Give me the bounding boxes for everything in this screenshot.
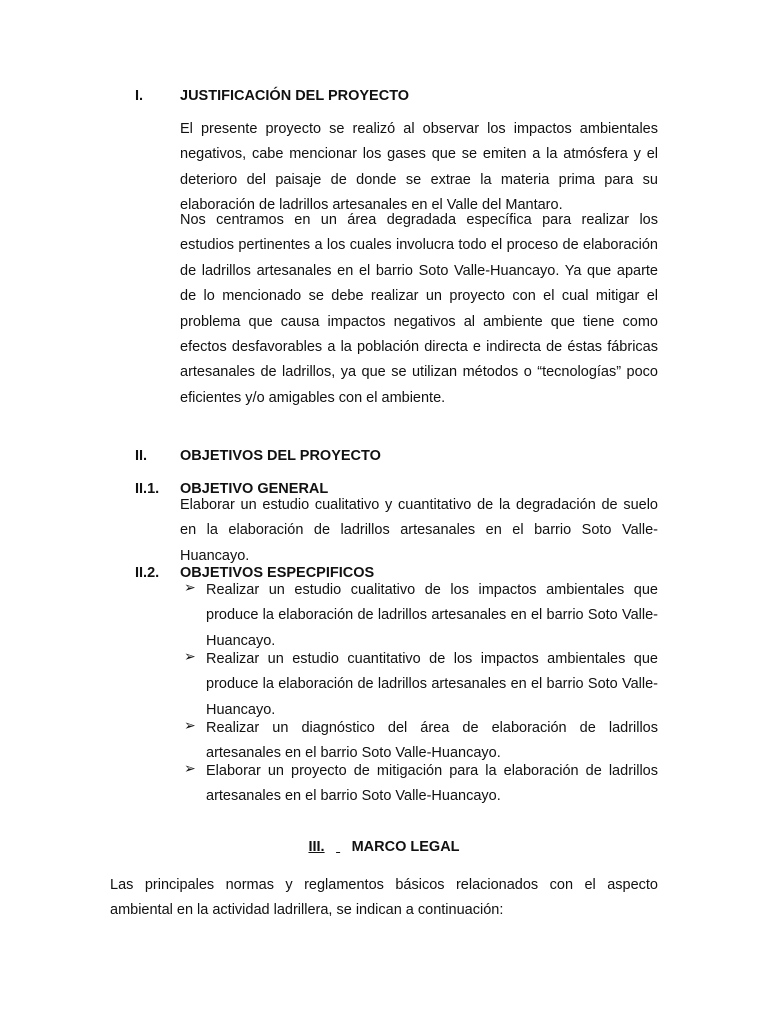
arrow-bullet-icon: ➢ bbox=[184, 648, 196, 664]
objective-item-text: Realizar un estudio cuantitativo de los impactos ambientales que produce la elaboración de ladrillos artesanales en el barrio Soto Valle-Huancayo. bbox=[206, 651, 658, 718]
section-1-paragraph-1: El presente proyecto se realizó al observar los impactos ambientales negativos, cabe mencionar los gases que se emiten a la atmósfera y el deterioro del paisaje de donde se extrae la materia prima para su elaboración de ladrillos artesanales en el Valle del Mantaro. bbox=[180, 121, 658, 214]
subsection-2-1-text: Elaborar un estudio cualitativo y cuantitativo de la degradación de suelo en la elaboración de ladrillos artesanales en el barrio Soto Valle-Huancayo. bbox=[180, 497, 658, 564]
arrow-bullet-icon: ➢ bbox=[184, 760, 196, 776]
subsection-2-2-number: II.2. bbox=[135, 565, 160, 581]
subsection-2-1-number: II.1. bbox=[135, 481, 160, 497]
objective-item-text: Elaborar un proyecto de mitigación para la elaboración de ladrillos artesanales en el barrio Soto Valle-Huancayo. bbox=[206, 763, 658, 805]
section-1-title: JUSTIFICACIÓN DEL PROYECTO bbox=[180, 88, 410, 104]
subsection-2-2-title: OBJETIVOS ESPECPIFICOS bbox=[180, 565, 375, 581]
subsection-2-1-title: OBJETIVO GENERAL bbox=[180, 481, 329, 497]
arrow-bullet-icon: ➢ bbox=[184, 579, 196, 595]
section-3-heading bbox=[0, 838, 768, 856]
section-2-title: OBJETIVOS DEL PROYECTO bbox=[180, 448, 381, 464]
section-3-number: III. bbox=[308, 839, 325, 855]
section-2-number: II. bbox=[135, 448, 148, 464]
section-1-number: I. bbox=[135, 88, 144, 104]
section-3-intro: Las principales normas y reglamentos básicos relacionados con el aspecto ambiental en la actividad ladrillera, se indican a continuación: bbox=[110, 877, 658, 919]
objective-item-text: Realizar un estudio cualitativo de los impactos ambientales que produce la elaboración de ladrillos artesanales en el barrio Soto Valle-Huancayo. bbox=[206, 582, 658, 649]
section-3-title: MARCO LEGAL bbox=[351, 839, 460, 855]
arrow-bullet-icon: ➢ bbox=[184, 717, 196, 733]
section-1-paragraph-2: Nos centramos en un área degradada específica para realizar los estudios pertinentes a los cuales involucra todo el proceso de elaboración de ladrillos artesanales en el barrio Soto Valle-Huancayo. Ya que aparte de lo mencionado se debe realizar un proyecto con el cual mitigar el problema que causa impactos negativos al ambiente que tiene como efectos desfavorables a la población directa e indirecta de éstas fábricas artesanales de ladrillos, ya que se utilizan métodos o “tecnologías” poco eficientes y/o amigables con el ambiente. bbox=[180, 212, 658, 406]
heading-underline-gap bbox=[325, 838, 352, 856]
objective-item-text: Realizar un diagnóstico del área de elaboración de ladrillos artesanales en el barrio Soto Valle-Huancayo. bbox=[206, 720, 658, 762]
